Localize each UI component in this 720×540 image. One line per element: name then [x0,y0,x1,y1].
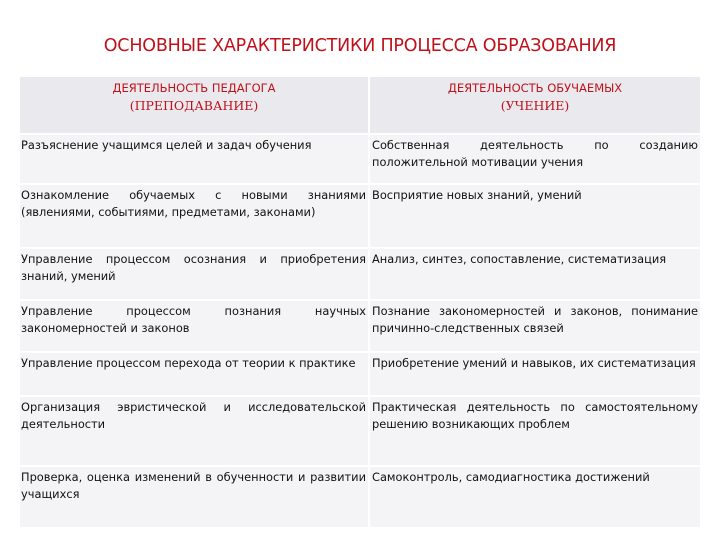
learner-cell: Анализ, синтез, сопоставление, систематизация [370,249,700,299]
teacher-cell: Управление процессом познания научных закономерностей и законов [20,301,368,351]
table-row [20,397,700,465]
table-row [20,185,700,247]
learner-cell: Собственная деятельность по созданию положительной мотивации учения [370,135,700,183]
table-row [20,135,700,183]
teacher-cell: Организация эвристической и исследовательской деятельности [20,397,368,465]
header-teacher-label: ДЕЯТЕЛЬНОСТЬ ПЕДАГОГА [112,81,276,95]
header-teacher-sub: (ПРЕПОДАВАНИЕ) [129,98,259,113]
learner-cell: Восприятие новых знаний, умений [370,185,700,247]
learner-cell: Приобретение умений и навыков, их систематизация [370,353,700,395]
header-learner-sub: (УЧЕНИЕ) [500,98,570,113]
teacher-cell: Управление процессом осознания и приобретения знаний, умений [20,249,368,299]
header-learner-label: ДЕЯТЕЛЬНОСТЬ ОБУЧАЕМЫХ [447,81,623,95]
teacher-cell: Ознакомление обучаемых с новыми знаниями (явлениями, событиями, предметами, законами) [20,185,368,247]
teacher-cell: Разъяснение учащимся целей и задач обучения [20,135,368,183]
header-learner [370,77,700,133]
characteristics-table [18,75,702,529]
learner-cell: Познание закономерностей и законов, понимание причинно-следственных связей [370,301,700,351]
page-title: ОСНОВНЫЕ ХАРАКТЕРИСТИКИ ПРОЦЕССА ОБРАЗОВАНИЯ [103,36,617,56]
teacher-cell: Управление процессом перехода от теории к практике [20,353,368,395]
table-row [20,301,700,351]
teacher-cell: Проверка, оценка изменений в обученности и развитии учащихся [20,467,368,527]
learner-cell: Самоконтроль, самодиагностика достижений [370,467,700,527]
table-row [20,467,700,527]
table-header-row [20,77,700,133]
table-row [20,249,700,299]
learner-cell: Практическая деятельность по самостоятельному решению возникающих проблем [370,397,700,465]
table-row [20,353,700,395]
header-teacher [20,77,368,133]
